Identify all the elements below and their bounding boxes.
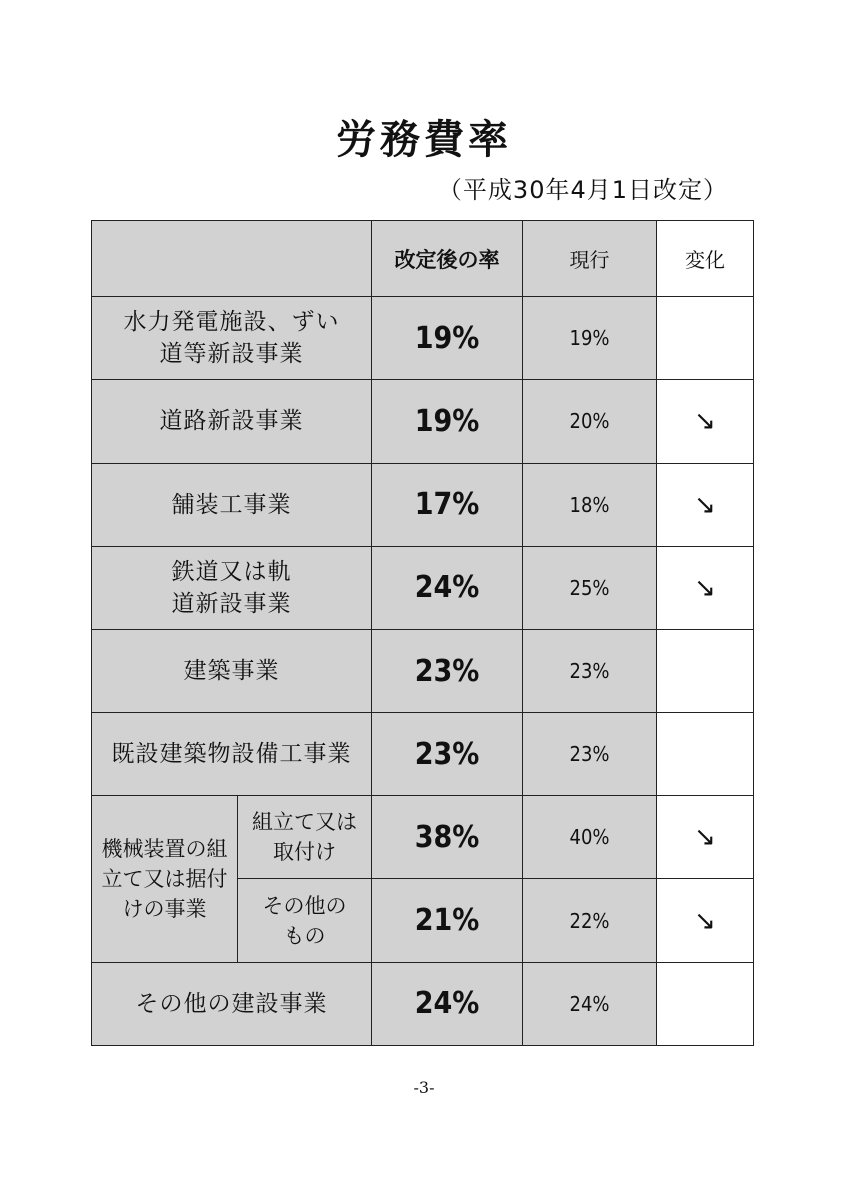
row-current-rate: 23% — [523, 713, 657, 796]
page-number: -3- — [413, 1078, 435, 1097]
row-change: ↘ — [657, 879, 754, 962]
row-change: ↘ — [657, 546, 754, 629]
labor-cost-rate-table — [91, 220, 754, 1046]
row-subcategory-text: その他のもの — [262, 893, 347, 948]
row-current-rate: 22% — [523, 879, 657, 962]
row-new-rate: 19% — [372, 297, 523, 380]
table-row — [92, 546, 754, 629]
row-category-text: 水力発電施設、ずい道等新設事業 — [123, 309, 340, 368]
row-current-rate: 23% — [523, 629, 657, 712]
row-new-rate: 23% — [372, 713, 523, 796]
row-category-text: 機械装置の組立て又は据付けの事業 — [101, 836, 228, 921]
row-category: 既設建築物設備工事業 — [92, 713, 372, 796]
row-new-rate: 38% — [372, 796, 523, 879]
row-current-rate: 18% — [523, 463, 657, 546]
row-subcategory — [238, 796, 372, 879]
revision-date: （平成30年4月1日改定） — [437, 176, 728, 204]
row-category — [92, 796, 238, 962]
table-row — [92, 796, 754, 879]
row-category: 道路新設事業 — [92, 380, 372, 463]
row-current-rate: 24% — [523, 962, 657, 1045]
table-row — [92, 713, 754, 796]
row-category: 建築事業 — [92, 629, 372, 712]
row-change — [657, 629, 754, 712]
row-change: ↘ — [657, 380, 754, 463]
row-new-rate: 21% — [372, 879, 523, 962]
row-subcategory-text: 組立て又は取付け — [252, 810, 357, 865]
row-subcategory — [238, 879, 372, 962]
table-row — [92, 380, 754, 463]
row-change — [657, 962, 754, 1045]
row-change — [657, 297, 754, 380]
header-category-cell — [92, 221, 372, 297]
row-current-rate: 20% — [523, 380, 657, 463]
row-current-rate: 19% — [523, 297, 657, 380]
row-change — [657, 713, 754, 796]
row-new-rate: 23% — [372, 629, 523, 712]
row-category: 舗装工事業 — [92, 463, 372, 546]
row-change: ↘ — [657, 796, 754, 879]
table-row — [92, 629, 754, 712]
row-current-rate: 40% — [523, 796, 657, 879]
header-new-rate: 改定後の率 — [372, 221, 523, 297]
row-new-rate: 19% — [372, 380, 523, 463]
row-change: ↘ — [657, 463, 754, 546]
row-new-rate: 24% — [372, 546, 523, 629]
table-row — [92, 297, 754, 380]
table-row — [92, 463, 754, 546]
row-category-text: 鉄道又は軌道新設事業 — [171, 558, 292, 617]
row-category — [92, 297, 372, 380]
header-current: 現行 — [523, 221, 657, 297]
row-new-rate: 17% — [372, 463, 523, 546]
row-category — [92, 546, 372, 629]
header-change: 変化 — [657, 221, 754, 297]
row-new-rate: 24% — [372, 962, 523, 1045]
page-title: 労務費率 — [336, 117, 512, 163]
row-current-rate: 25% — [523, 546, 657, 629]
table-header-row — [92, 221, 754, 297]
row-category: その他の建設事業 — [92, 962, 372, 1045]
table-row — [92, 962, 754, 1045]
